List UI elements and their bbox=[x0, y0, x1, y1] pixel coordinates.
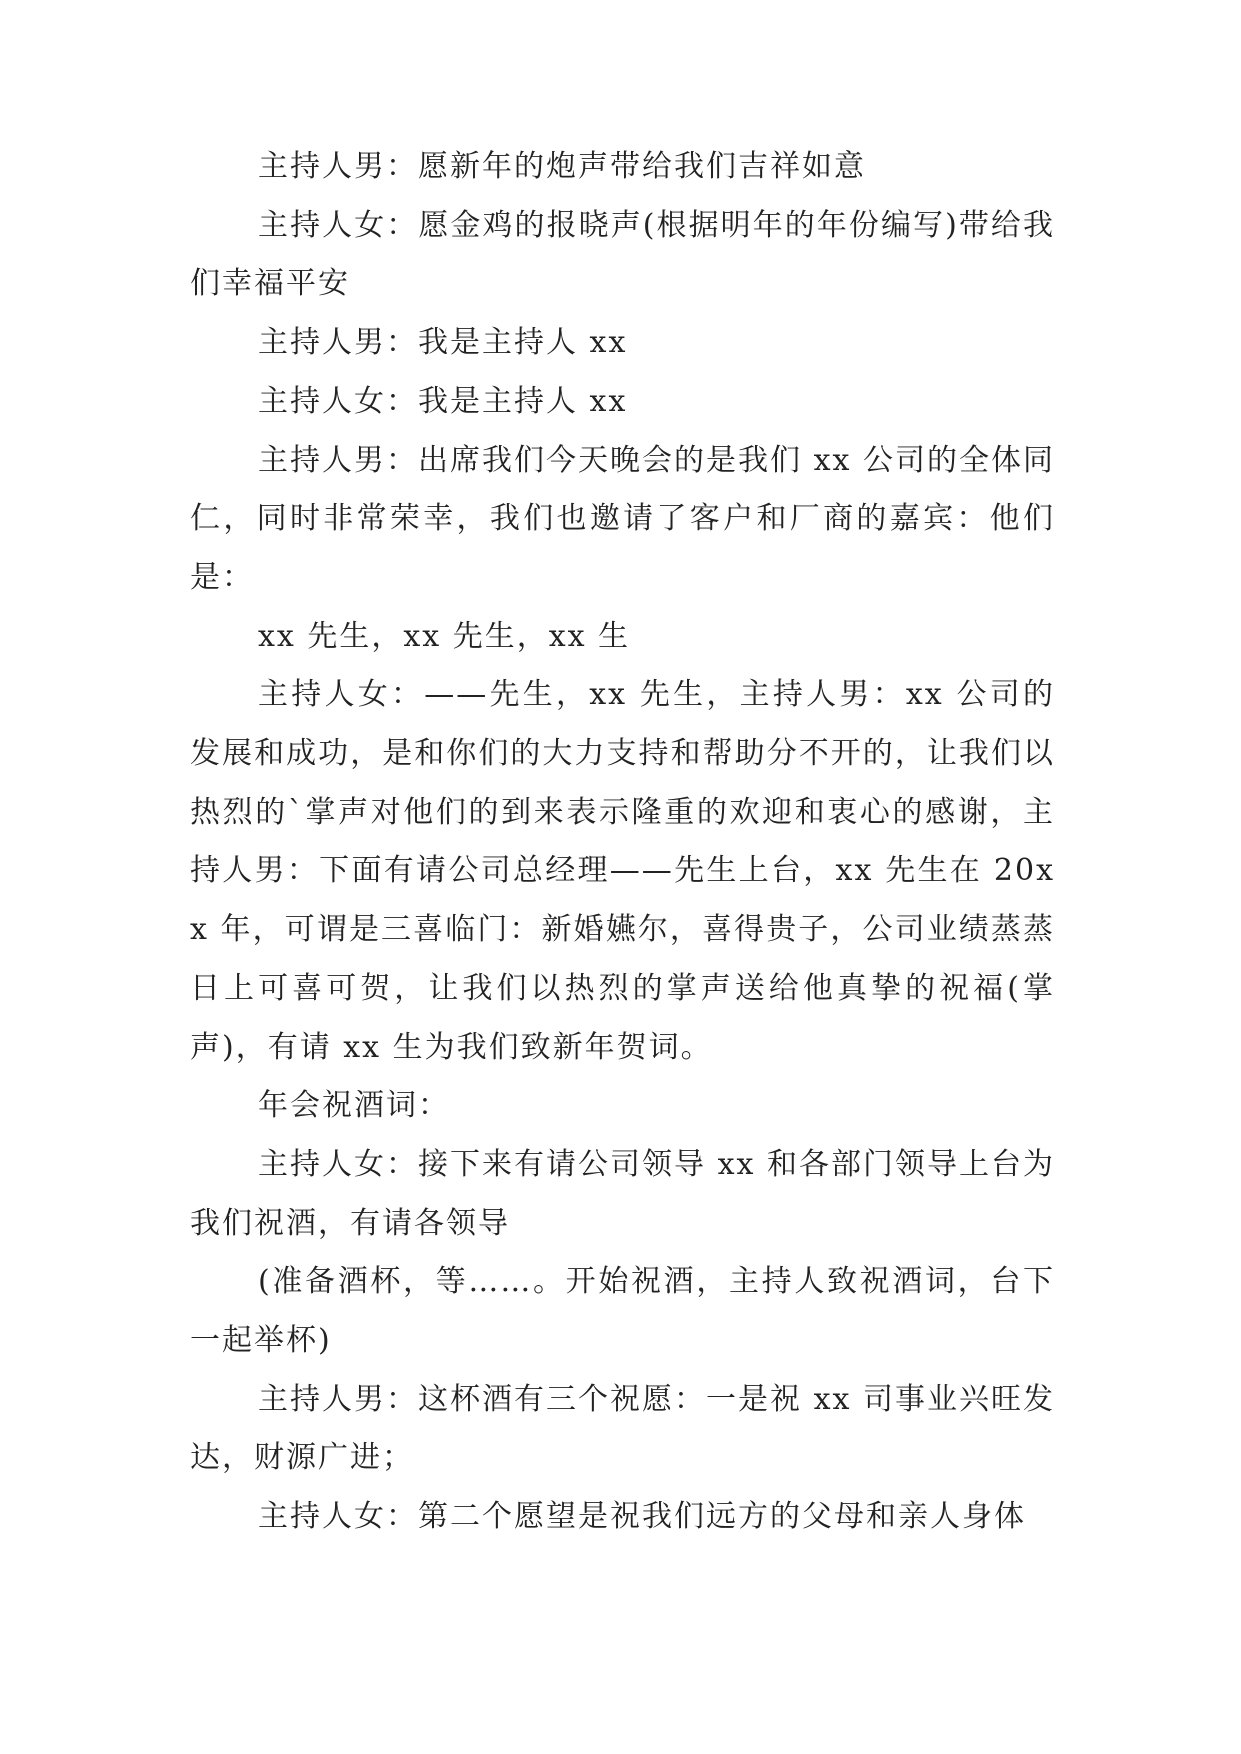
paragraph-host-male-intro: 主持人男：我是主持人 xx bbox=[258, 325, 628, 361]
paragraph-toast-heading: 年会祝酒词： bbox=[258, 1088, 450, 1124]
paragraph-welcome-and-gm: 主持人女：——先生，xx 先生，主持人男：xx 公司的发展和成功，是和你们的大力支持和帮助分不开的，让我们以热烈的`掌声对他们的到来表示隆重的欢迎和衷心的感谢，主持人男：下面有请公司总经理——先生上台，xx 先生在 20xx 年，可谓是三喜临门：新婚嬿尔，喜得贵子，公司业绩蒸蒸日上可喜可贺，让我们以热烈的掌声送给他真挚的祝福(掌声)，有请 xx 生为我们致新年贺词。 bbox=[190, 677, 1055, 1065]
paragraph-toast-instructions: (准备酒杯，等……。开始祝酒，主持人致祝酒词，台下一起举杯) bbox=[190, 1264, 1055, 1359]
paragraph-host-male-guests: 主持人男：出席我们今天晚会的是我们 xx 公司的全体同仁，同时非常荣幸，我们也邀请了客户和厂商的嘉宾：他们是： bbox=[190, 442, 1055, 595]
paragraph-host-female-intro: 主持人女：我是主持人 xx bbox=[258, 383, 628, 419]
paragraph-host-male-fireworks: 主持人男：愿新年的炮声带给我们吉祥如意 bbox=[258, 149, 866, 184]
paragraph-host-male-first-wish: 主持人男：这杯酒有三个祝愿：一是祝 xx 司事业兴旺发达，财源广进； bbox=[190, 1381, 1055, 1476]
paragraph-guest-names: xx 先生，xx 先生，xx 生 bbox=[258, 618, 631, 654]
paragraph-host-female-second-wish: 主持人女：第二个愿望是祝我们远方的父母和亲人身体 bbox=[258, 1499, 1026, 1535]
paragraph-host-female-rooster: 主持人女：愿金鸡的报晓声(根据明年的年份编写)带给我们幸福平安 bbox=[190, 207, 1055, 302]
paragraph-host-female-leaders: 主持人女：接下来有请公司领导 xx 和各部门领导上台为我们祝酒，有请各领导 bbox=[190, 1146, 1055, 1241]
document-page bbox=[190, 138, 1055, 1547]
